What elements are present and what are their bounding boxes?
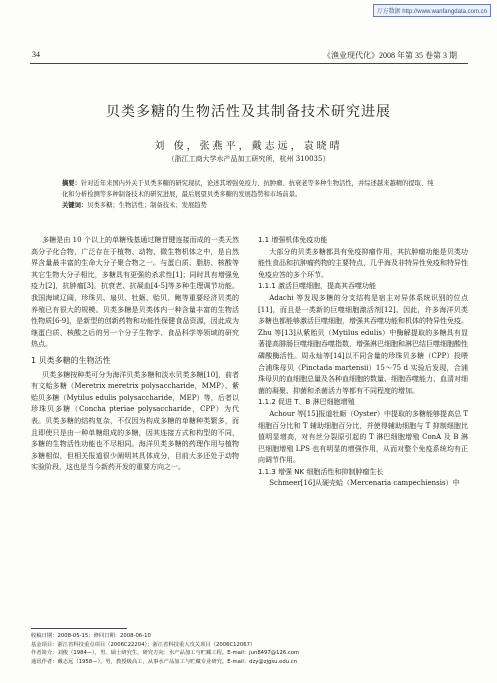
section-heading-1: 1 贝类多糖的生物活性 (31, 355, 111, 365)
right-column (258, 235, 468, 490)
article-title: 贝类多糖的生物活性及其制备技术研究进展 (106, 104, 391, 120)
subsection-heading-1-1-2: 1.1.2 促进 T、B 淋巴细胞增殖 (258, 398, 355, 407)
affiliation: （浙江工商大学水产品加工研究所，杭州 310035） (167, 155, 330, 163)
footnote-first-author: 作者简介：刘俊（1984—），男，硕士研究生，研究方向：水产品加工与贮藏工程。E-mail：jun8497@126.com (31, 650, 300, 657)
footnote-rule (31, 628, 127, 629)
author-list: 刘 俊，张燕平，戴志远，袁晓晴 (154, 141, 343, 152)
footnote-corresponding: 通讯作者：戴志远（1958—），男，教授级高工，从事水产品加工与贮藏专业研究。E-mail：dzy@zjgsu.edu.cn (31, 658, 298, 665)
paragraph-1-1-2: Achour 等[15]报道牡蛎（Oyster）中提取的多糖能够提高总 T 细胞百分比和 T 辅助细胞百分比，并使得辅助细胞与 T 抑制细胞比值明显增高，对有丝分裂原引起的 T 淋巴细胞增殖 ConA 及 B 淋巴细胞增殖 LPS 也有明显的增强作用，从而对整个免疫系统均有正向调节作用。 (258, 409, 468, 465)
abstract-label: 摘要： (62, 180, 81, 187)
keywords-line (62, 200, 436, 211)
left-column (31, 235, 239, 474)
intro-paragraph-2: 贝类多糖按种类可分为海洋贝类多糖和淡水贝类多糖[10]，前者有文蛤多糖（Meretrix meretrix polysaccharide，MMP）、紫贻贝多糖（Mytilus edulis polysaccharide，MEP）等，后者以珍珠贝多糖（Concha pteriae polysaccharide，CPP）为代表。贝类多糖的结构复杂，不仅因为构成多糖的单糖种类繁多，而且即使只是由一种单糖组成的多糖，因其连接方式和构型的不同，多糖的生物活性功能也不尽相同。海洋贝类多糖的药理作用与植物多糖相似，但相关报道很少阐明其具体成分，目前大多还处于动物实验阶段，这也是当今新药开发的重要方向之一。 (31, 370, 239, 472)
subsection-heading-1-1-3: 1.1.3 增强 NK 细胞活性和抑制肿瘤生长 (258, 467, 384, 476)
keywords-label: 关键词： (62, 202, 88, 209)
page-number: 34 (32, 50, 40, 59)
paragraph-1-1-1: Adachi 等发现多糖的分支结构是宿主对异体系统识别的位点[11]，而且是一类新的巨噬细胞激活剂[12]。因此，许多海洋贝类多糖也都能够激活巨噬细胞，增强其吞噬功能和机体的特异性免疫。Zhu 等[13]从紫贻贝（Mytilus edulis）中酶解提取的多糖具有显著提高腓肠巨噬细胞吞噬指数，增强淋巴细胞和淋巴结巨噬细胞酸性磷酸酶活性。周永灿等[14]以不同含量的珍珠贝多糖（CPP）投喂合浦珠母贝（Pinctada martensii）15～75 d 实验后发现，合浦珠母贝的血细胞总量及各种血细胞的数量、细胞吞噬能力、血清对细菌的凝聚、抑菌和杀菌活力等都有不同程度的增加。 (258, 293, 468, 395)
intro-paragraph-1: 多糖是由 10 个以上的单糖残基通过糖苷键连接而成的一类天然高分子化合物，广泛存在于植物、动物、微生物机体之中，是自然界含量最丰富的生命大分子聚合物之一。与蛋白质、脂肪、核酸等其它生物大分子相比，多糖具有更强的杀求性[1]；同时具有增强免疫力[2]，抗肿瘤[3]，抗衰老、抗凝血[4-5]等多种生理调节功能。我国海域辽阔，珍珠贝、扇贝、牡蛎、贻贝、鲍等重要经济贝类的养殖已有很大的规模。贝类多糖是贝类体内一种含量丰富的生物活性物质[6-9]，是新型的创新药物和功能性保健食品资源，因此成为继蛋白质、核酸之后的另一个分子生物学、食品科学等领域的研究热点。 (31, 236, 239, 349)
abstract-text: 针对近年来国内外关于贝类多糖的研究现状，论述其增强免疫力、抗肿瘤、抗衰老等多种生物活性，并综述越来越精的提取、纯化和分析检测等多种制备技术的研究进展，最后展望贝类多糖的发展趋势和市场前景。 (62, 180, 434, 198)
footnote-fund: 基金项目：浙江省科技重点项目（2006C22204）；浙江省科技重大攻关项目（2006C12067） (31, 641, 256, 648)
watermark-stamp: 万方数据 http://www.wanfangdata.com.cn (373, 4, 491, 17)
paragraph-1-1-3: Schmeer[16]从硬壳蛤（Mercenaria campechiensis）中 (269, 479, 460, 488)
section-heading-1-1: 1.1 增强机体免疫功能 (258, 236, 328, 244)
header-rule (30, 63, 468, 64)
subsection-heading-1-1-1: 1.1.1 激活巨噬细胞，提高其吞噬功能 (258, 282, 377, 291)
footnote-received: 收稿日期：2008-05-15；修回日期：2008-06-10 (31, 633, 151, 639)
footnotes (31, 632, 471, 666)
abstract-block (62, 178, 436, 211)
abstract-paragraph (62, 178, 436, 200)
journal-header: 《渔业现代化》2008 年第 35 卷第 3 期 (323, 51, 457, 60)
paragraph-1-1: 大部分的贝类多糖都具有免疫抑瘤作用，其抗肿瘤功能是贝类功能性食品和抗肿瘤药物的主要特点，几乎海及非特异性免疫和特异性免疫应答的多个环节。 (258, 247, 468, 279)
keywords-text: 贝类多糖；生物活性；制备技术；发展趋势 (87, 202, 207, 209)
